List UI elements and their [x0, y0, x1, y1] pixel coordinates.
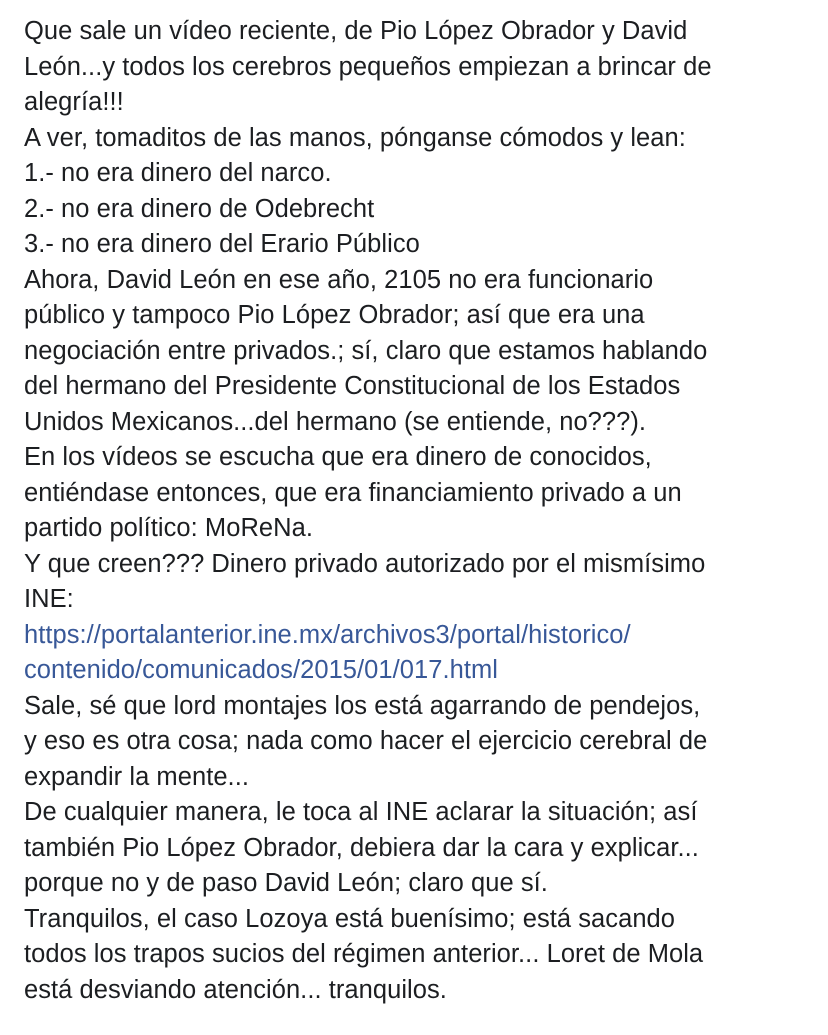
post-text-line: A ver, tomaditos de las manos, pónganse cómodos y lean: — [24, 123, 686, 152]
post-text-line: público y tampoco Pio López Obrador; así que era una — [24, 301, 645, 329]
post-text-line: también Pio López Obrador, debiera dar la cara y explicar... — [24, 833, 699, 862]
post-text-line: Que sale un vídeo reciente, de Pio López Obrador y David — [24, 17, 688, 45]
post-text-line: Sale, sé que lord montajes los está agarrando de pendejos, — [24, 691, 701, 720]
post-text-line: 2.- no era dinero de Odebrecht — [24, 194, 375, 223]
post-text-line: Unidos Mexicanos...del hermano (se entiende, no???). — [24, 407, 647, 436]
post-text-line: 1.- no era dinero del narco. — [24, 159, 332, 187]
post-text-line: del hermano del Presidente Constitucional de los Estados — [24, 372, 681, 400]
post-text-line: está desviando atención... tranquilos. — [24, 975, 447, 1004]
post-text-line: Y que creen??? Dinero privado autorizado por el mismísimo — [24, 549, 706, 578]
post-text-line: porque no y de paso David León; claro que sí. — [24, 869, 548, 897]
post-text-line: León...y todos los cerebros pequeños empiezan a brincar de — [24, 52, 712, 81]
post-body — [24, 14, 824, 1008]
post-text-line: negociación entre privados.; sí, claro que estamos hablando — [24, 336, 708, 365]
post-text-line: todos los trapos sucios del régimen anterior... Loret de Mola — [24, 940, 704, 968]
post-text-line: y eso es otra cosa; nada como hacer el ejercicio cerebral de — [24, 727, 708, 755]
ine-link-line-2[interactable]: contenido/comunicados/2015/01/017.html — [24, 656, 498, 684]
post-text-line: 3.- no era dinero del Erario Público — [24, 230, 420, 258]
ine-link-line-1[interactable]: https://portalanterior.ine.mx/archivos3/portal/historico/ — [24, 620, 631, 649]
post-text-line: entiéndase entonces, que era financiamiento privado a un — [24, 478, 682, 507]
post-text-line: alegría!!! — [24, 88, 124, 116]
post-text-line: expandir la mente... — [24, 762, 249, 791]
post-text-line: Ahora, David León en ese año, 2105 no era funcionario — [24, 265, 654, 294]
post-text-line: INE: — [24, 585, 74, 613]
post-text-line: partido político: MoReNa. — [24, 514, 313, 542]
post-text-line: De cualquier manera, le toca al INE aclarar la situación; así — [24, 798, 698, 826]
post-text-line: En los vídeos se escucha que era dinero de conocidos, — [24, 443, 652, 471]
post-text-line: Tranquilos, el caso Lozoya está buenísimo; está sacando — [24, 904, 676, 933]
